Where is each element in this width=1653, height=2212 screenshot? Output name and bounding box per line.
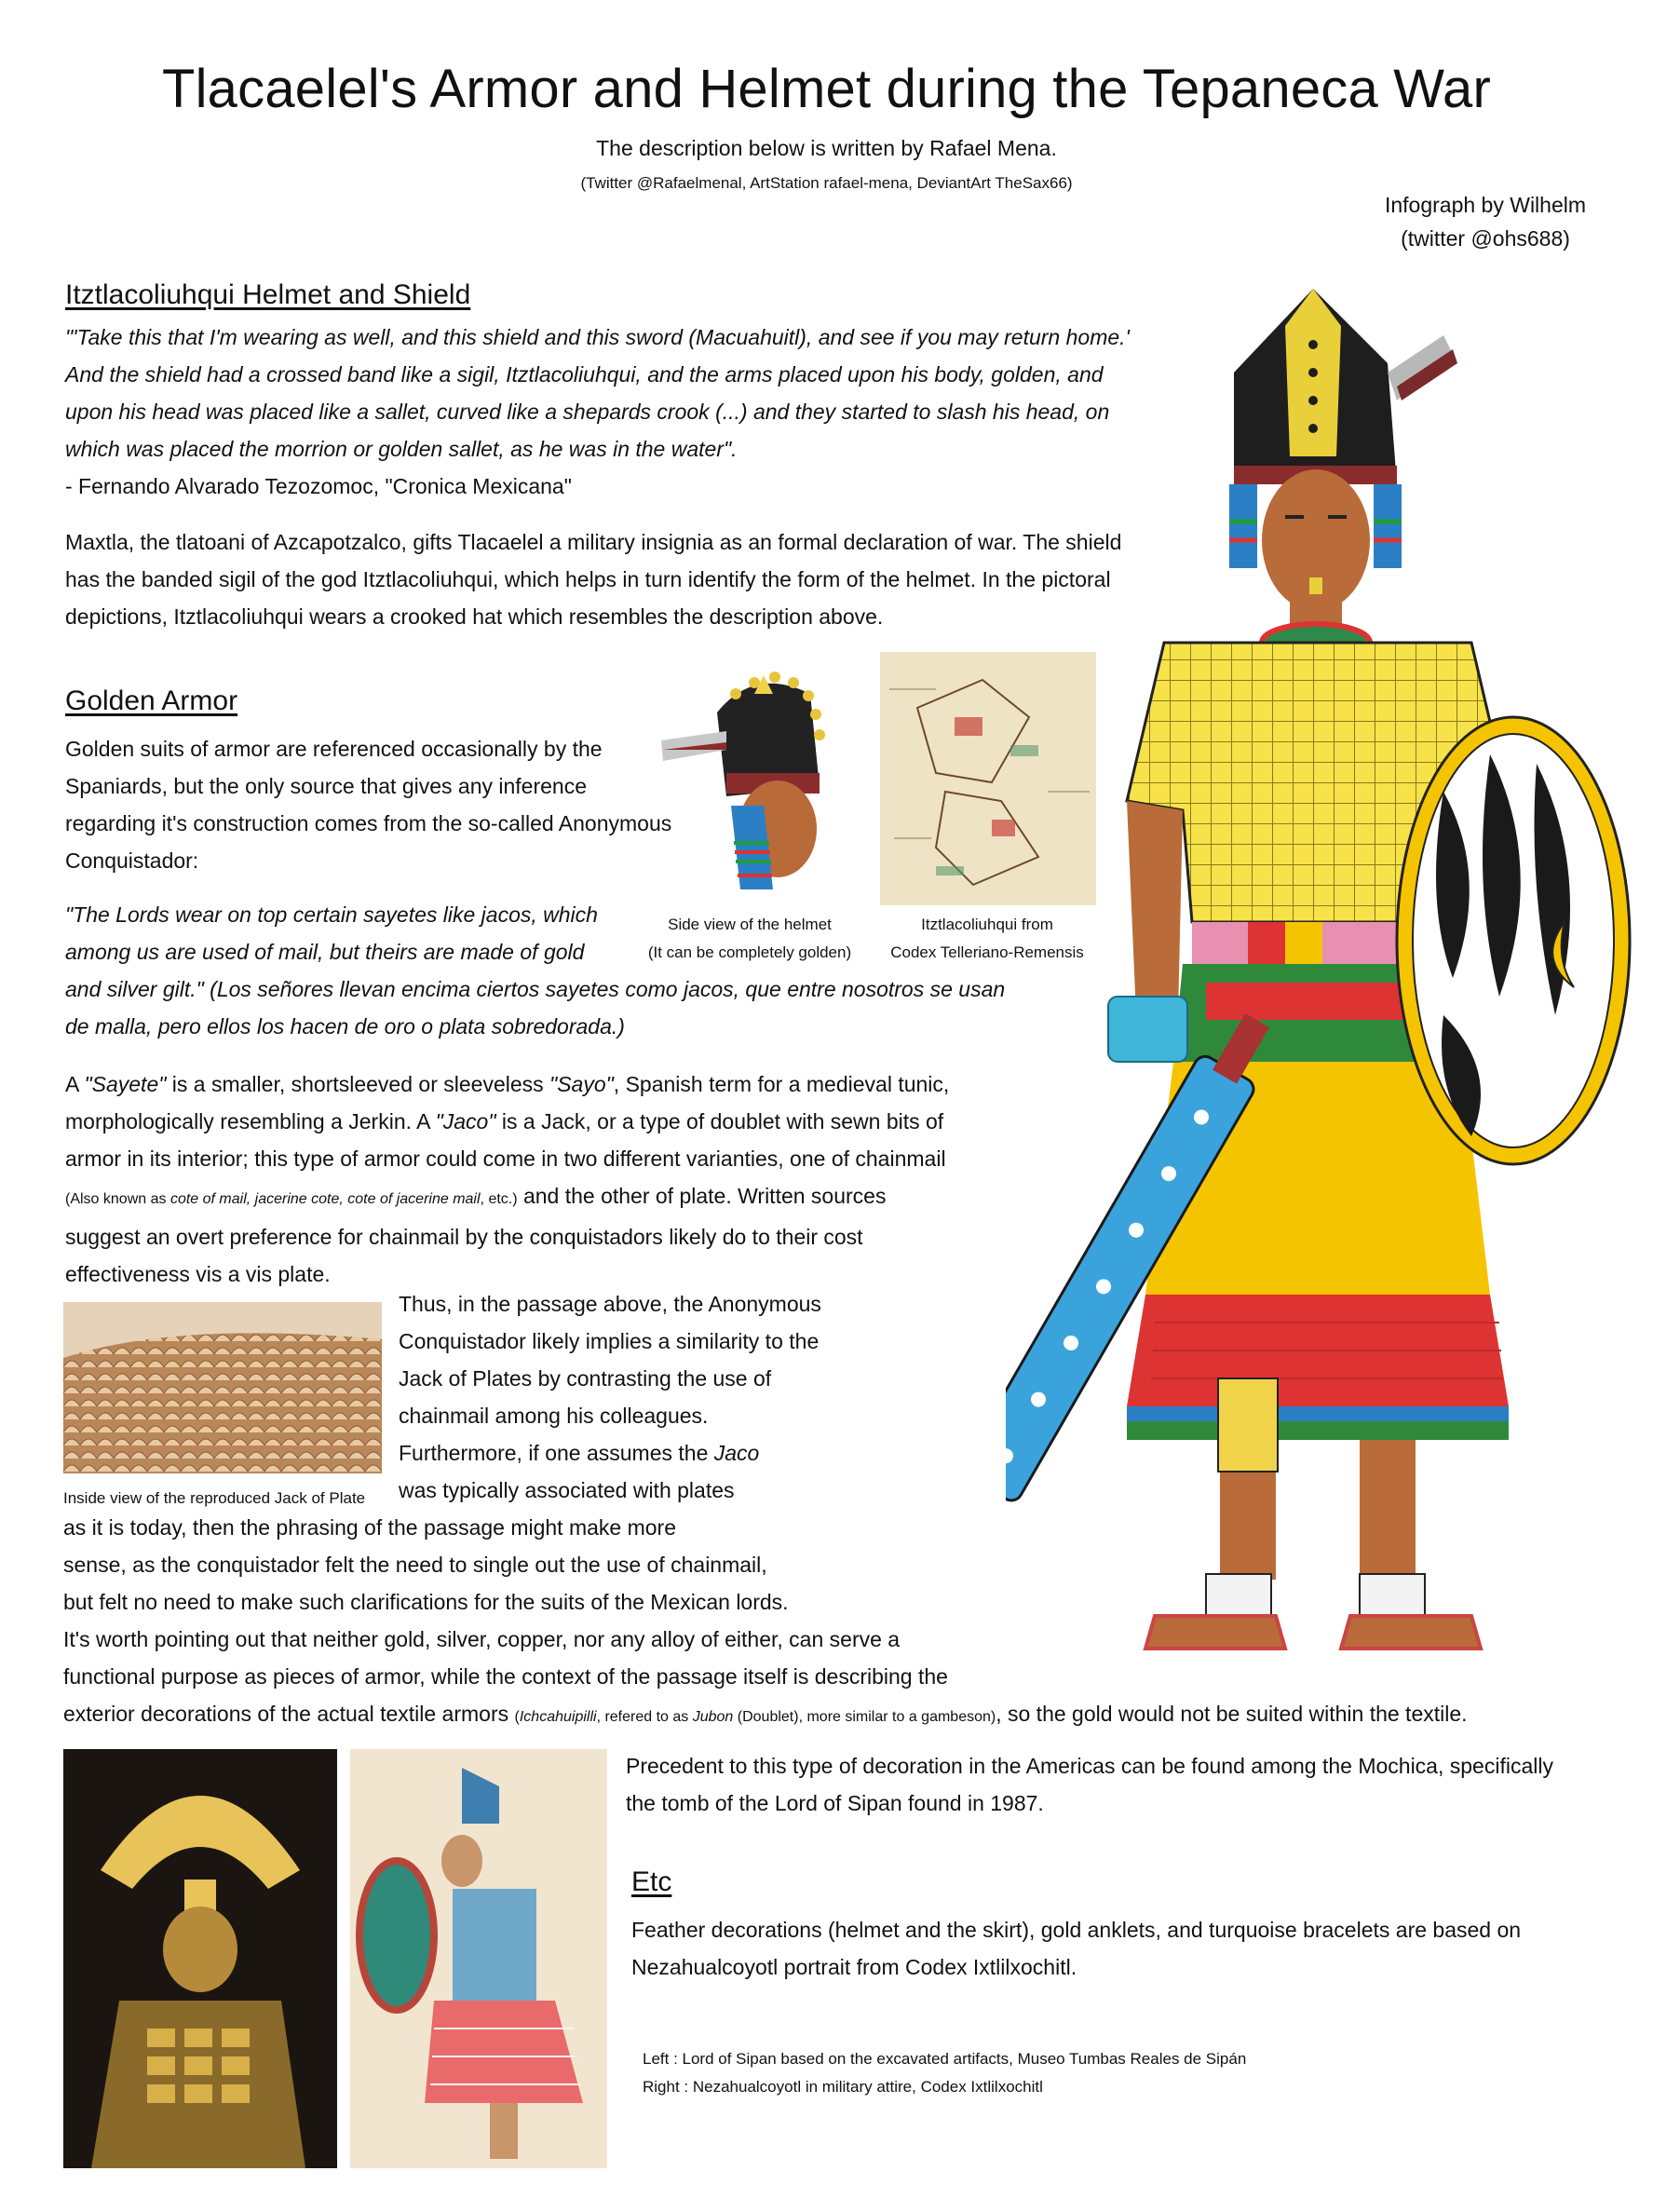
- armor-intro: [65, 730, 717, 879]
- tlacaelel-warrior-illustration: [1006, 270, 1639, 1667]
- quote-line: which was placed the morrion or golden sallet, as he was in the water".: [65, 437, 738, 461]
- text-line: armor in its interior; this type of armor could come in two different varianties, one of chainmail: [65, 1147, 946, 1171]
- sayete-paragraph: [65, 1065, 1071, 1293]
- etc-heading: Etc: [631, 1866, 672, 1897]
- text-line: Furthermore, if one assumes the Jaco: [399, 1441, 760, 1465]
- etc-paragraph: [631, 1911, 1646, 1986]
- text-line: It's worth pointing out that neither gold, silver, copper, nor any alloy of either, can serve a: [63, 1627, 901, 1651]
- text-line: the tomb of the Lord of Sipan found in 1987.: [626, 1791, 1044, 1815]
- continued-paragraph: [63, 1509, 1134, 1695]
- quote-line: and silver gilt." (Los señores llevan encima ciertos sayetes como jacos, que entre nosotros se usan: [65, 977, 1006, 1001]
- text-line: Spaniards, but the only source that gives any inference: [65, 774, 588, 798]
- helmet-side-caption: Side view of the helmet (It can be completely golden): [647, 916, 852, 961]
- exterior-line: exterior decorations of the actual textile armors (Ichcahuipilli, refered to as Jubon (Doublet), more similar to a gambeson), so the gold would not be suited within the textile.: [63, 1702, 1468, 1726]
- text-line: as it is today, then the phrasing of the passage might make more: [63, 1515, 676, 1540]
- text-line: was typically associated with plates: [399, 1478, 735, 1502]
- jack-caption: Inside view of the reproduced Jack of Plate: [63, 1489, 366, 1507]
- text-line: effectiveness vis a vis plate.: [65, 1262, 331, 1286]
- text-line: sense, as the conquistador felt the need to single out the use of chainmail,: [63, 1553, 767, 1577]
- thus-paragraph: [399, 1285, 846, 1509]
- text-line: Maxtla, the tlatoani of Azcapotzalco, gifts Tlacaelel a military insignia as an formal declaration of war. The shield: [65, 530, 1122, 554]
- text-line: but felt no need to make such clarifications for the suits of the Mexican lords.: [63, 1590, 789, 1614]
- text-line: Nezahualcoyotl portrait from Codex Ixtlilxochitl.: [631, 1955, 1077, 1979]
- text-line: Thus, in the passage above, the Anonymous: [399, 1292, 821, 1316]
- text-line: Golden suits of armor are referenced occasionally by the: [65, 737, 603, 761]
- text-line: Precedent to this type of decoration in the Americas can be found among the Mochica, specifically: [626, 1754, 1553, 1778]
- quote-line: "'Take this that I'm wearing as well, and this shield and this sword (Macuahuitl), and see if you may return home.': [65, 325, 1130, 349]
- text-line: Jack of Plates by contrasting the use of: [399, 1366, 772, 1391]
- helmet-side-illustration: [652, 657, 847, 899]
- codex-caption: Itztlacoliuhqui from Codex Telleriano-Remensis: [890, 916, 1084, 961]
- text-line: Feather decorations (helmet and the skirt), gold anklets, and turquoise bracelets are based on: [631, 1918, 1522, 1942]
- lord-of-sipan-photo: [63, 1749, 337, 2168]
- infograph-credit: [1341, 188, 1630, 255]
- credit-handle: (twitter @ohs688): [1401, 226, 1570, 251]
- text-line: (Also known as cote of mail, jacerine cote, cote of jacerine mail, etc.) and the other of plate. Written sources: [65, 1184, 887, 1208]
- photo-captions: [643, 2045, 1574, 2101]
- caption-right: Right : Nezahualcoyotl in military attire, Codex Ixtlilxochitl: [643, 2078, 1043, 2096]
- quote-line: upon his head was placed like a sallet, curved like a shepards crook (...) and they started to slash his head, on: [65, 400, 1110, 424]
- text-line: Conquistador:: [65, 848, 199, 873]
- quote-line: And the shield had a crossed band like a sigil, Itztlacoliuhqui, and the arms placed upon his body, golden, and: [65, 362, 1104, 387]
- precedent-paragraph: [626, 1747, 1641, 1822]
- author-handles: (Twitter @Rafaelmenal, ArtStation rafael-mena, DeviantArt TheSax66): [580, 174, 1073, 192]
- text-line: chainmail among his colleagues.: [399, 1404, 709, 1428]
- text-line: Conquistador likely implies a similarity to the: [399, 1329, 820, 1353]
- jack-of-plate-photo: [63, 1302, 382, 1473]
- quote-line: among us are used of mail, but theirs are made of gold: [65, 940, 585, 964]
- text-line: has the banded sigil of the god Itztlacoliuhqui, which helps in turn identify the form of the helmet. In the pictoral: [65, 567, 1111, 591]
- caption-left: Left : Lord of Sipan based on the excavated artifacts, Museo Tumbas Reales de Sipán: [643, 2050, 1247, 2068]
- author-note: The description below is written by Rafael Mena.: [596, 136, 1057, 160]
- credit-line: Infograph by Wilhelm: [1384, 193, 1587, 217]
- quote-line: "The Lords wear on top certain sayetes like jacos, which: [65, 902, 598, 927]
- text-line: depictions, Itztlacoliuhqui wears a crooked hat which resembles the description above.: [65, 604, 884, 629]
- text-line: morphologically resembling a Jerkin. A "Jaco" is a Jack, or a type of doublet with sewn bits of: [65, 1109, 944, 1133]
- text-line: functional purpose as pieces of armor, while the context of the passage itself is describing the: [63, 1664, 948, 1689]
- text-line: suggest an overt preference for chainmail by the conquistadors likely do to their cost: [65, 1225, 863, 1249]
- page-title: Tlacaelel's Armor and Helmet during the Tepaneca War: [161, 59, 1492, 119]
- text-line: regarding it's construction comes from the so-called Anonymous: [65, 811, 672, 835]
- quote-line: de malla, pero ellos los hacen de oro o plata sobredorada.): [65, 1014, 625, 1038]
- nezahualcoyotl-codex-image: [350, 1749, 607, 2168]
- text-line: A "Sayete" is a smaller, shortsleeved or sleeveless "Sayo", Spanish term for a medieval tunic,: [65, 1072, 950, 1096]
- armor-heading: Golden Armor: [65, 685, 238, 716]
- quote-source: - Fernando Alvarado Tezozomoc, "Cronica Mexicana": [65, 474, 572, 498]
- helmet-heading: Itztlacoliuhqui Helmet and Shield: [65, 279, 471, 310]
